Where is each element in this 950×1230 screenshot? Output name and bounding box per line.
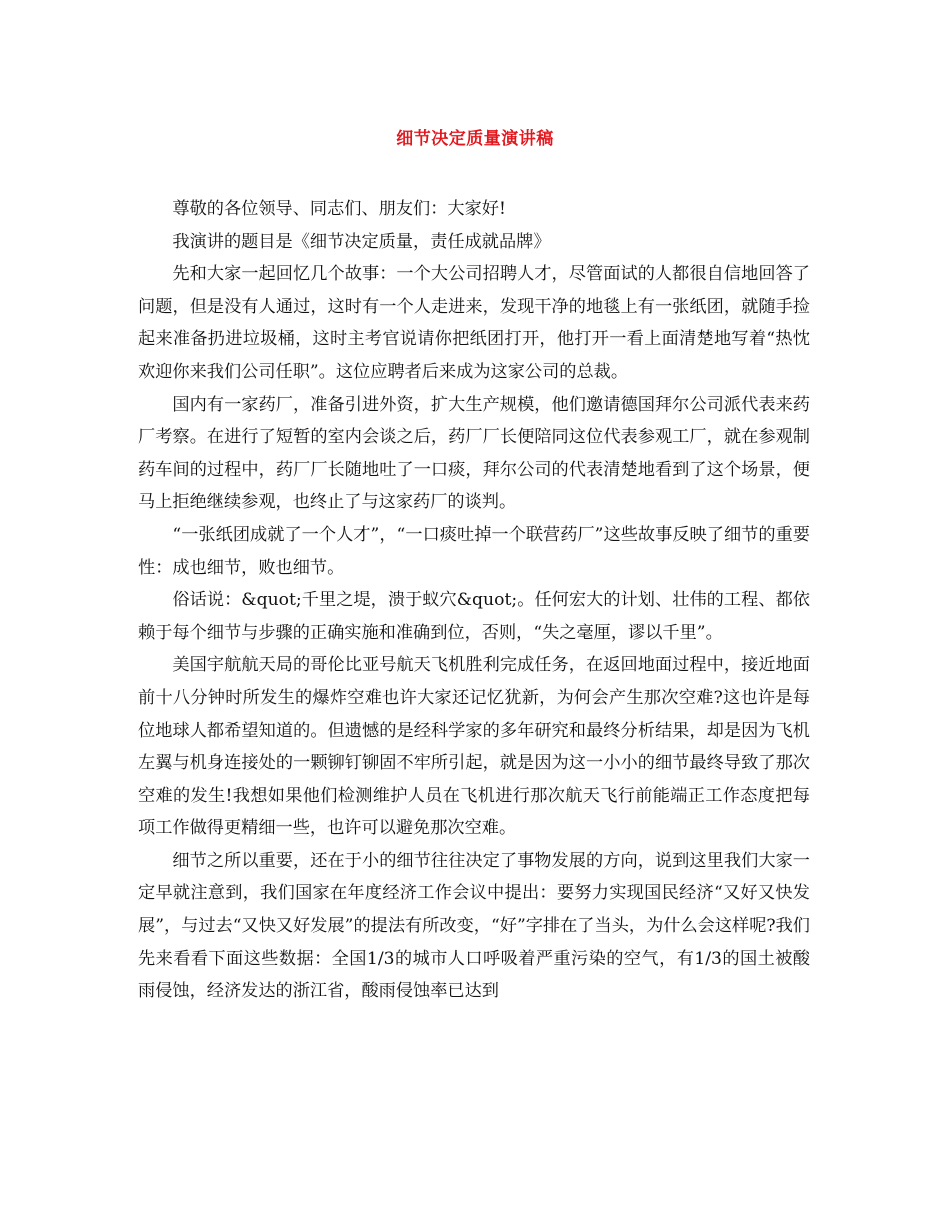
paragraph-greeting: 尊敬的各位领导、同志们、朋友们：大家好! [172,199,506,219]
paragraph-story-paper: 先和大家一起回忆几个故事：一个大公司招聘人才，尽管面试的人都很自信地回答了问题，但是没有人通过，这时有一个人走进来，发现干净的地毯上有一张纸团，就随手捡起来准备扔进垃圾桶，这时主考官说请你把纸团打开，他打开一看上面清楚地写着“热忱欢迎你来我们公司任职”。这位应聘者后来成为这家公司的总裁。 [138,264,810,382]
document-title: 细节决定质量演讲稿 [396,129,554,149]
paragraph-proverb: 俗话说：&quot;千里之堤，溃于蚁穴&quot;。任何宏大的计划、壮伟的工程、都依赖于每个细节与步骤的正确实施和准确到位，否则，“失之毫厘，谬以千里”。 [138,590,810,643]
paragraph-topic: 我演讲的题目是《细节决定质量，责任成就品牌》 [172,231,551,252]
paragraph-columbia: 美国宇航航天局的哥伦比亚号航天飞机胜利完成任务，在返回地面过程中，接近地面前十八分钟时所发生的爆炸空难也许大家还记忆犹新，为何会产生那次空难?这也许是每位地球人都希望知道的。但遗憾的是经科学家的多年研究和最终分析结果，却是因为飞机左翼与机身连接处的一颗铆钉铆固不牢所引起，就是因为这一小小的细节最终导致了那次空难的发生!我想如果他们检测维护人员在飞机进行那次航天飞行前能端正工作态度把每项工作做得更精细一些，也许可以避免那次空难。 [138,655,810,839]
paragraph-economy: 细节之所以重要，还在于小的细节往往决定了事物发展的方向，说到这里我们大家一定早就注意到，我们国家在年度经济工作会议中提出：要努力实现国民经济“又好又快发展”，与过去“又快又好发展”的提法有所改变，“好”字排在了当头，为什么会这样呢?我们先来看看下面这些数据：全国1/3的城市人口呼吸着严重污染的空气，有1/3的国土被酸雨侵蚀，经济发达的浙江省，酸雨侵蚀率已达到 [138,850,810,1002]
document-body [138,193,810,1008]
paragraph-story-factory: 国内有一家药厂，准备引进外资，扩大生产规模，他们邀请德国拜尔公司派代表来药厂考察。在进行了短暂的室内会谈之后，药厂厂长便陪同这位代表参观工厂，就在参观制药车间的过程中，药厂厂长随地吐了一口痰，拜尔公司的代表清楚地看到了这个场景，便马上拒绝继续参观，也终止了与这家药厂的谈判。 [138,394,810,513]
paragraph-summary: “一张纸团成就了一个人才”，“一口痰吐掉一个联营药厂”这些故事反映了细节的重要性：成也细节，败也细节。 [138,524,810,578]
